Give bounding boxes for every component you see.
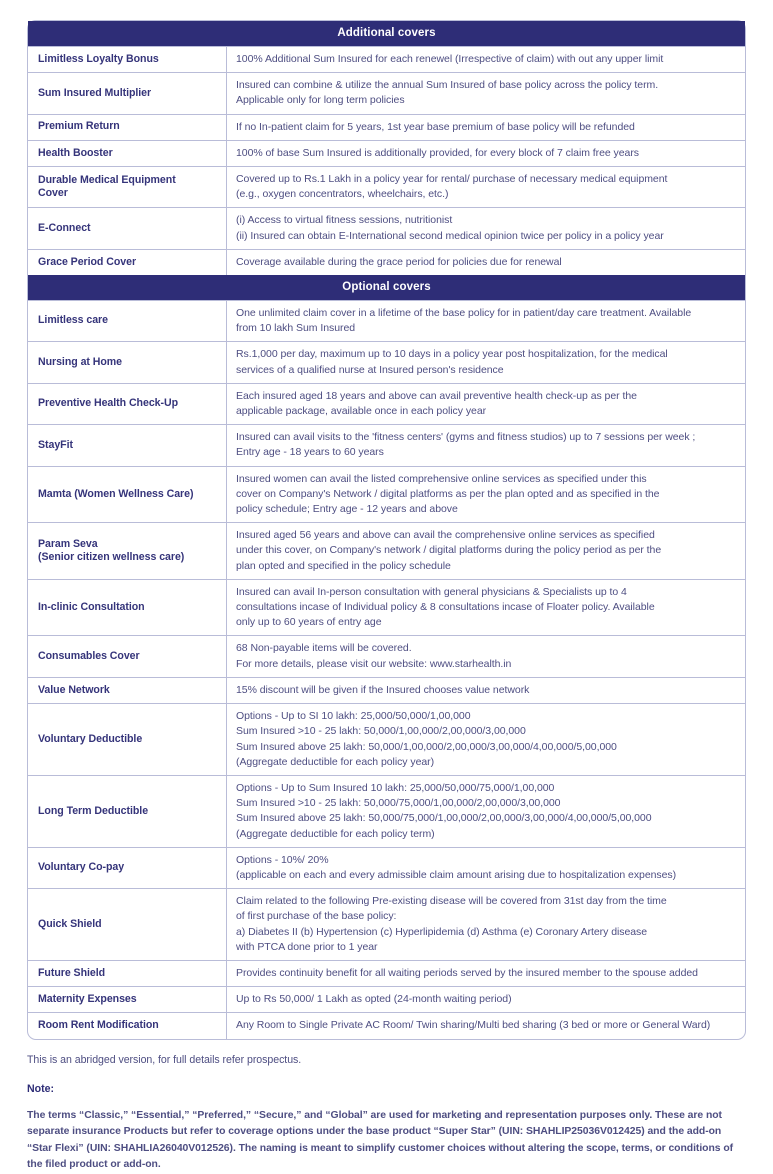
table-row (28, 140, 745, 166)
cover-description-line: Options - Up to Sum Insured 10 lakh: 25,000/50,000/75,000/1,00,000 (236, 781, 555, 794)
cover-description (227, 425, 745, 465)
cover-name-line: Param Seva (38, 537, 98, 550)
table-row (28, 72, 745, 113)
table-row (28, 46, 745, 72)
cover-description-line: One unlimited claim cover in a lifetime of the base policy for in patient/day care treatment. Available (236, 307, 692, 320)
cover-description-line: Sum Insured above 25 lakh: 50,000/75,000/1,00,000/2,00,000/3,00,000/4,00,000/5,00,000 (236, 812, 652, 825)
cover-description (227, 678, 745, 703)
cover-description (227, 1013, 745, 1038)
cover-description-line: Rs.1,000 per day, maximum up to 10 days in a policy year post hospitalization, for the medical (236, 348, 668, 361)
cover-description-line: applicable package, available once in each policy year (236, 405, 487, 418)
cover-name: Grace Period Cover (28, 250, 227, 275)
cover-name-line: (Senior citizen wellness care) (38, 551, 185, 564)
cover-name-line: Cover (38, 187, 68, 200)
cover-description-line: with PTCA done prior to 1 year (236, 940, 378, 953)
note-heading: Note: (27, 1082, 55, 1095)
cover-name: Long Term Deductible (28, 776, 227, 847)
cover-description (227, 580, 745, 636)
section-header: Additional covers (28, 21, 745, 46)
cover-description-line: (Aggregate deductible for each policy term) (236, 827, 435, 840)
cover-description (227, 250, 745, 275)
table-row (28, 207, 745, 248)
cover-description (227, 384, 745, 424)
cover-name: Maternity Expenses (28, 987, 227, 1012)
cover-description-line: from 10 lakh Sum Insured (236, 322, 356, 335)
cover-name: Preventive Health Check-Up (28, 384, 227, 424)
cover-name: StayFit (28, 425, 227, 465)
cover-description-line: services of a qualified nurse at Insured person's residence (236, 363, 504, 376)
cover-name: Mamta (Women Wellness Care) (28, 467, 227, 523)
cover-description (227, 987, 745, 1012)
cover-description (227, 167, 745, 207)
cover-name: Value Network (28, 678, 227, 703)
cover-description-line: Insured can avail In-person consultation with general physicians & Specialists up to 4 (236, 585, 627, 598)
cover-description-line: only up to 60 years of entry age (236, 616, 382, 629)
cover-description-line: Up to Rs 50,000/ 1 Lakh as opted (24-month waiting period) (236, 993, 512, 1006)
cover-description-line: Insured aged 56 years and above can avail the comprehensive online services as specified (236, 529, 655, 542)
table-row (28, 383, 745, 424)
cover-name: Nursing at Home (28, 342, 227, 382)
cover-description-line: Provides continuity benefit for all waiting periods served by the insured member to the spouse added (236, 966, 698, 979)
cover-description-line: Applicable only for long term policies (236, 94, 405, 107)
cover-description (227, 636, 745, 676)
cover-description-line: (e.g., oxygen concentrators, wheelchairs, etc.) (236, 188, 449, 201)
cover-name: Consumables Cover (28, 636, 227, 676)
cover-name (28, 523, 227, 579)
cover-description-line: under this cover, on Company's network / digital platforms during the policy period as per the (236, 544, 662, 557)
cover-description (227, 848, 745, 888)
cover-name: Health Booster (28, 141, 227, 166)
cover-description-line: Insured can combine & utilize the annual Sum Insured of base policy across the policy term. (236, 79, 659, 92)
cover-name-line: Durable Medical Equipment (38, 173, 176, 186)
cover-description (227, 73, 745, 113)
cover-description-line: Insured can avail visits to the 'fitness centers' (gyms and fitness studios) up to 7 sessions per week ; (236, 431, 696, 444)
table-row (28, 466, 745, 523)
cover-description (227, 301, 745, 341)
cover-description-line: Sum Insured above 25 lakh: 50,000/1,00,000/2,00,000/3,00,000/4,00,000/5,00,000 (236, 740, 617, 753)
table-row (28, 677, 745, 703)
cover-name: Future Shield (28, 961, 227, 986)
table-row (28, 579, 745, 636)
cover-name: Quick Shield (28, 889, 227, 960)
cover-description-line: of first purchase of the base policy: (236, 910, 397, 923)
cover-description-line: Each insured aged 18 years and above can avail preventive health check-up as per the (236, 389, 637, 402)
cover-description-line: Coverage available during the grace period for policies due for renewal (236, 255, 562, 268)
cover-description-line: Options - Up to SI 10 lakh: 25,000/50,000/1,00,000 (236, 710, 471, 723)
cover-description-line: For more details, please visit our website: www.starhealth.in (236, 657, 512, 670)
table-row (28, 847, 745, 888)
cover-description (227, 704, 745, 775)
section-header: Optional covers (28, 275, 745, 300)
table-row (28, 1012, 745, 1038)
cover-description-line: a) Diabetes II (b) Hypertension (c) Hyperlipidemia (d) Asthma (e) Coronary Artery disease (236, 925, 648, 938)
table-row (28, 703, 745, 775)
cover-description-line: plan opted and specified in the policy schedule (236, 559, 451, 572)
cover-name: Limitless Loyalty Bonus (28, 47, 227, 72)
cover-description-line: Covered up to Rs.1 Lakh in a policy year for rental/ purchase of necessary medical equipment (236, 173, 668, 186)
cover-name: E-Connect (28, 208, 227, 248)
cover-description-line: Entry age - 18 years to 60 years (236, 446, 384, 459)
cover-description (227, 776, 745, 847)
table-row (28, 424, 745, 465)
cover-description (227, 961, 745, 986)
cover-description (227, 208, 745, 248)
table-row (28, 166, 745, 207)
table-row (28, 249, 745, 275)
cover-name: Voluntary Co-pay (28, 848, 227, 888)
cover-name: Voluntary Deductible (28, 704, 227, 775)
cover-description-line: (Aggregate deductible for each policy year) (236, 755, 435, 768)
cover-description-line: Insured women can avail the listed comprehensive online services as specified under this (236, 472, 647, 485)
cover-description-line: consultations incase of Individual policy & 8 consultations incase of Floater policy. Available (236, 601, 655, 614)
table-row (28, 114, 745, 140)
cover-description-line: cover on Company's Network / digital platforms as per the plan opted and as specified in the (236, 487, 660, 500)
cover-description-line: policy schedule; Entry age - 12 years and above (236, 503, 458, 516)
table-row (28, 960, 745, 986)
cover-description (227, 523, 745, 579)
cover-description-line: Any Room to Single Private AC Room/ Twin sharing/Multi bed sharing (3 bed or more or General Ward) (236, 1019, 711, 1032)
cover-description-line: Claim related to the following Pre-existing disease will be covered from 31st day from the time (236, 895, 667, 908)
cover-description-line: 100% of base Sum Insured is additionally provided, for every block of 7 claim free years (236, 146, 639, 159)
cover-description-line: (ii) Insured can obtain E-International second medical opinion twice per policy in a policy year (236, 229, 664, 242)
cover-description-line: If no In-patient claim for 5 years, 1st year base premium of base policy will be refunded (236, 120, 635, 133)
table-row (28, 888, 745, 960)
cover-name (28, 167, 227, 207)
cover-description (227, 47, 745, 72)
cover-name: Room Rent Modification (28, 1013, 227, 1038)
cover-description-line: 68 Non-payable items will be covered. (236, 642, 412, 655)
cover-name: Sum Insured Multiplier (28, 73, 227, 113)
covers-table (27, 20, 746, 1040)
table-row (28, 986, 745, 1012)
table-row (28, 300, 745, 341)
cover-description-line: 15% discount will be given if the Insured chooses value network (236, 683, 530, 696)
abridged-note: This is an abridged version, for full details refer prospectus. (27, 1053, 302, 1066)
cover-name: In-clinic Consultation (28, 580, 227, 636)
cover-description (227, 141, 745, 166)
cover-name: Premium Return (28, 115, 227, 140)
cover-description-line: (i) Access to virtual fitness sessions, nutritionist (236, 214, 453, 227)
table-row (28, 775, 745, 847)
table-row (28, 522, 745, 579)
table-row (28, 341, 745, 382)
cover-description-line: (applicable on each and every admissible claim amount arising due to hospitalization expenses) (236, 868, 677, 881)
cover-description (227, 115, 745, 140)
cover-name: Limitless care (28, 301, 227, 341)
cover-description-line: Sum Insured >10 - 25 lakh: 50,000/1,00,000/2,00,000/3,00,000 (236, 725, 526, 738)
cover-description (227, 889, 745, 960)
cover-description-line: 100% Additional Sum Insured for each renewel (Irrespective of claim) with out any upper limit (236, 53, 664, 65)
cover-description-line: Options - 10%/ 20% (236, 853, 329, 866)
note-text: The terms “Classic,” “Essential,” “Preferred,” “Secure,” and “Global” are used for marketing and representation purposes only. These are not separate insurance Products but refer to coverage options under the base product “Super Star” (UIN: SHAHLIP25036V012425) and the add-on “Star Flexi” (UIN: SHAHLIA26040V012526). The naming is meant to simplify customer choices without altering the scope, terms, or conditions of the filed product or add-on. (27, 1109, 734, 1171)
cover-description (227, 342, 745, 382)
cover-description-line: Sum Insured >10 - 25 lakh: 50,000/75,000/1,00,000/2,00,000/3,00,000 (236, 797, 561, 810)
table-row (28, 635, 745, 676)
cover-description (227, 467, 745, 523)
